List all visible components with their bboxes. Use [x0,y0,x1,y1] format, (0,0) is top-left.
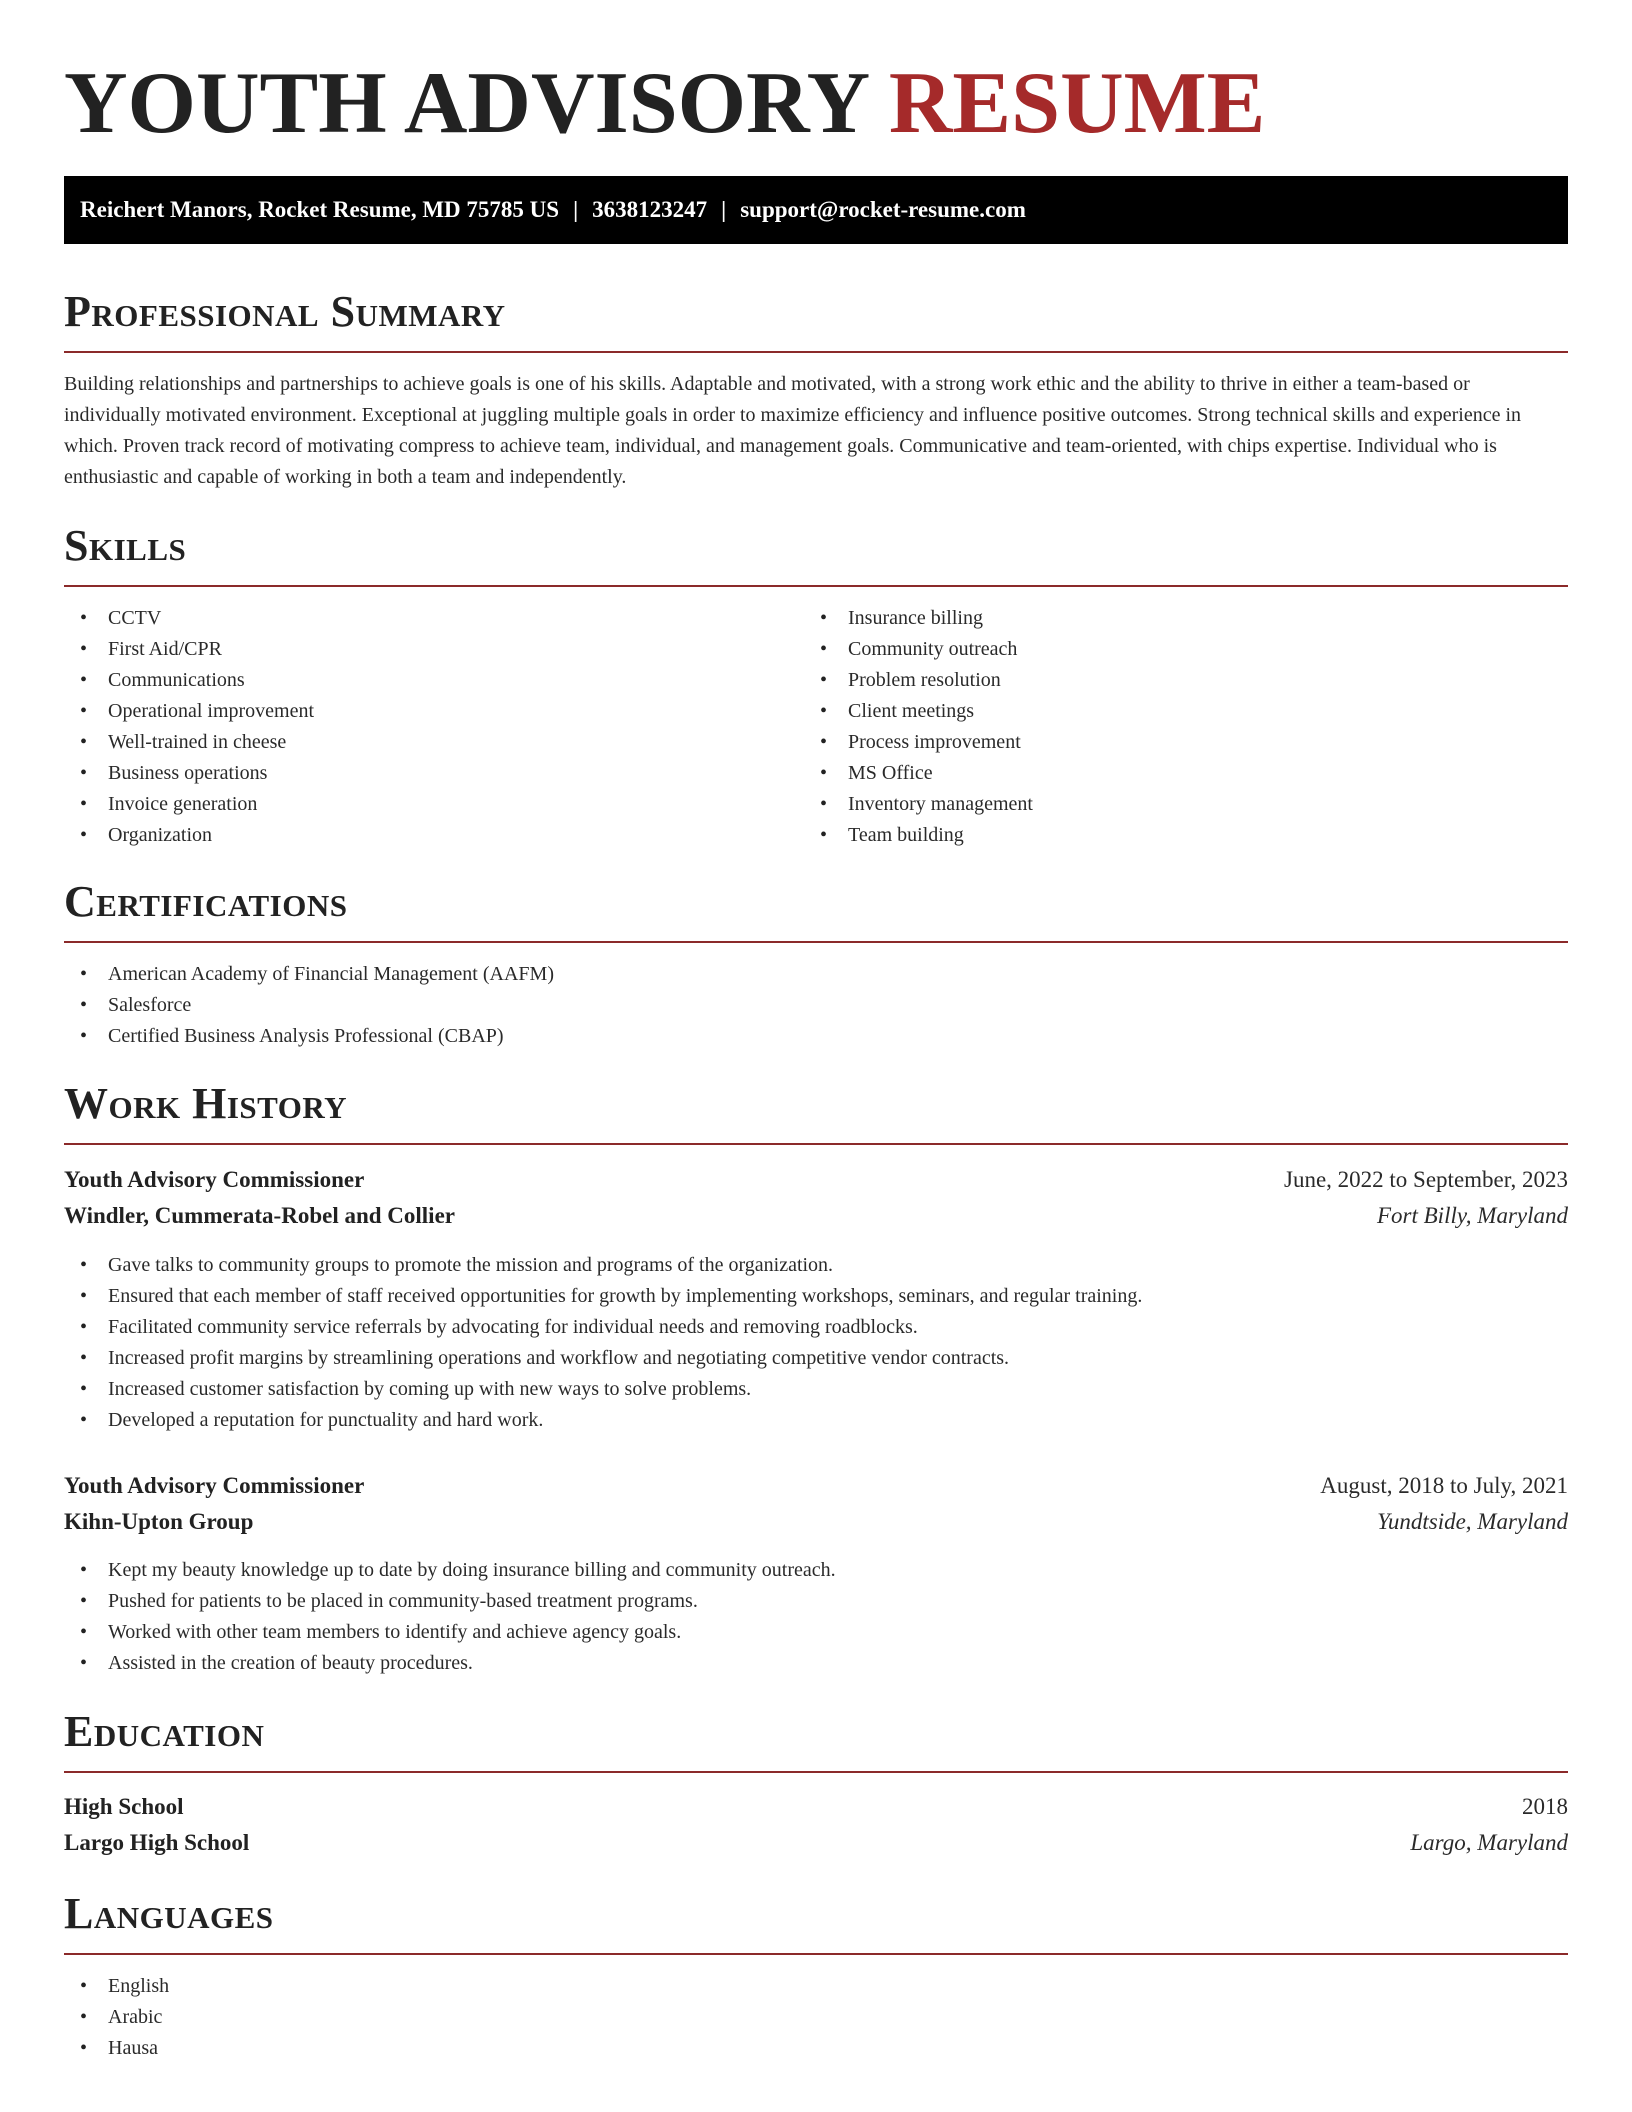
contact-bar [64,176,1568,244]
skill-item: • Client meetings [804,696,1544,727]
certification-item: • Certified Business Analysis Professional (CBAP) [64,1021,1568,1052]
job-title: Youth Advisory Commissioner [64,1473,365,1498]
skill-item: • Well-trained in cheese [64,727,804,758]
job-company: Kihn-Upton Group [64,1509,254,1534]
skill-item: • Inventory management [804,789,1544,820]
summary-heading: Professional Summary [64,287,506,336]
contact-address: Reichert Manors, Rocket Resume, MD 75785 US [80,197,560,222]
education-divider [64,1771,1568,1773]
languages-heading: Languages [64,1889,274,1938]
contact-separator: | [573,197,579,222]
skill-item: • Community outreach [804,634,1544,665]
language-item: • Arabic [64,2002,1568,2033]
skill-item: • Process improvement [804,727,1544,758]
skill-item: • Problem resolution [804,665,1544,696]
job-bullets [64,1555,1568,1679]
skill-item: • CCTV [64,603,804,634]
education-year: 2018 [1522,1794,1568,1819]
education-degree: High School [64,1794,184,1819]
certifications-list [64,959,1568,1052]
skill-item: • Invoice generation [64,789,804,820]
certification-item: • Salesforce [64,990,1568,1021]
job-bullet: • Increased customer satisfaction by coming up with new ways to solve problems. [64,1374,1568,1405]
languages-divider [64,1953,1568,1955]
job-dates: June, 2022 to September, 2023 [1284,1167,1568,1192]
skill-item: • Organization [64,820,804,851]
job-bullet: • Assisted in the creation of beauty procedures. [64,1648,1568,1679]
job-bullet: • Gave talks to community groups to promote the mission and programs of the organization. [64,1250,1568,1281]
job-company-row [64,1504,1568,1540]
education-location: Largo, Maryland [1410,1830,1568,1855]
skill-item: • Insurance billing [804,603,1544,634]
job-company: Windler, Cummerata-Robel and Collier [64,1203,455,1228]
skills-heading: Skills [64,521,187,570]
job-title: Youth Advisory Commissioner [64,1167,365,1192]
job-bullet: • Increased profit margins by streamlining operations and workflow and negotiating competitive vendor contracts. [64,1343,1568,1374]
skills-divider [64,585,1568,587]
skill-item: • First Aid/CPR [64,634,804,665]
job-bullet: • Pushed for patients to be placed in community-based treatment programs. [64,1586,1568,1617]
job-bullet: • Worked with other team members to identify and achieve agency goals. [64,1617,1568,1648]
title-main: YOUTH ADVISORY [64,55,867,152]
job-header-row [64,1468,1568,1504]
resume-title [64,55,1266,152]
job-header-row [64,1162,1568,1198]
education-school-row [64,1825,1568,1861]
summary-divider [64,351,1568,353]
contact-email: support@rocket-resume.com [740,197,1026,222]
job-company-row [64,1198,1568,1234]
skill-item: • Operational improvement [64,696,804,727]
education-school: Largo High School [64,1830,250,1855]
education-heading: Education [64,1707,265,1756]
job-bullet: • Facilitated community service referrals by advocating for individual needs and removing roadblocks. [64,1312,1568,1343]
certification-item: • American Academy of Financial Management (AAFM) [64,959,1568,990]
contact-phone: 3638123247 [592,197,708,222]
job-dates: August, 2018 to July, 2021 [1320,1473,1568,1498]
job-bullet: • Ensured that each member of staff received opportunities for growth by implementing workshops, seminars, and regular training. [64,1281,1568,1312]
job-location: Yundtside, Maryland [1377,1509,1568,1534]
language-item: • English [64,1971,1568,2002]
certifications-divider [64,941,1568,943]
certifications-heading: Certifications [64,877,348,926]
work-history-divider [64,1143,1568,1145]
language-item: • Hausa [64,2033,1568,2064]
skills-list-left [64,603,804,851]
languages-list [64,1971,1568,2064]
job-bullet: • Developed a reputation for punctuality and hard work. [64,1405,1568,1436]
education-degree-row [64,1789,1568,1825]
skill-item: • MS Office [804,758,1544,789]
skill-item: • Business operations [64,758,804,789]
contact-separator: | [721,197,727,222]
job-location: Fort Billy, Maryland [1376,1203,1568,1228]
skill-item: • Communications [64,665,804,696]
work-history-heading: Work History [64,1079,348,1128]
summary-text: Building relationships and partnerships to achieve goals is one of his skills. Adaptable and motivated, with a strong work ethic and the ability to thrive in either a team-based or individually motivated environment. Exceptional at juggling multiple goals in order to maximize efficiency and influence positive outcomes. Strong technical skills and experience in which. Proven track record of motivating compress to achieve team, individual, and management goals. Communicative and team-oriented, with chips expertise. Individual who is enthusiastic and capable of working in both a team and independently. [64,373,1522,488]
skills-list-right [804,603,1544,851]
job-bullets [64,1250,1568,1436]
job-bullet: • Kept my beauty knowledge up to date by doing insurance billing and community outreach. [64,1555,1568,1586]
skill-item: • Team building [804,820,1544,851]
title-accent: RESUME [888,55,1266,152]
